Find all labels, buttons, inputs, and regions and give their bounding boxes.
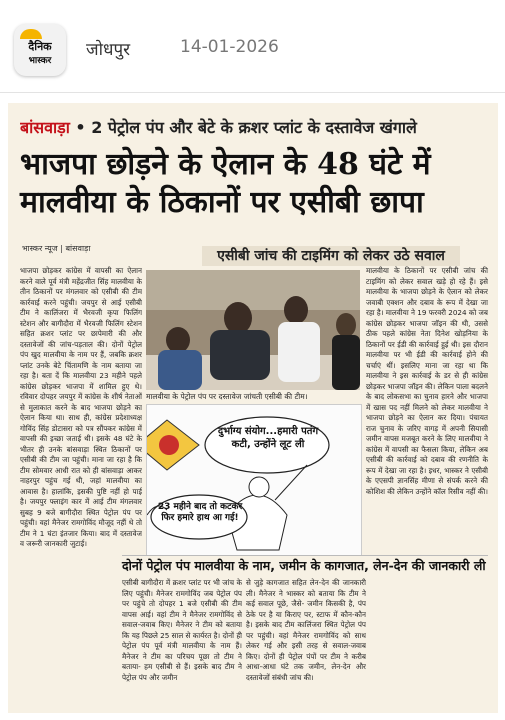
sun-logo-icon: [20, 29, 42, 39]
article-column-3: मालवीया के ठिकानों पर एसीबी जांच की टाइमिंग को लेकर सवाल खड़े हो रहे हैं। इसे मालवीया के भाजपा छोड़ने के ऐलान को लेकर जवाबी एक्शन और दबाव के रूप में देखा जा रहा है। मालवीया ने 19 फरवरी 2024 को जब कांग्रेस छोड़कर भाजपा जॉइन की थी, उससे ठीक पहले कांग्रेस नेता दिनेश खोड़निया के ठिकानों पर ईडी की कार्रवाई हुई थी। इस दौरान मालवीया पर भी ईडी की कार्रवाई होने की चर्चाएं थीं। इसलिए माना जा रहा था कि मालवीया ने इस कार्रवाई के डर से ही कांग्रेस छोड़कर भाजपा जॉइन की। लेकिन पाला बदलने के बाद लोकसभा का चुनाव हारने और भाजपा में खास पद नहीं मिलने को लेकर मालवीया ने भाजपा छोड़ने का ऐलान कर दिया। पंचायत राज चुनाव के जरिए वागड़ में अपनी सियासी जमीन वापस मजबूत करने के लिए मालवीया ने कांग्रेस में वापसी का फैसला किया, लेकिन अब एसीबी की कार्रवाई को दबाव की रणनीति के रूप में देखा जा रहा है। इधर, भास्कर ने एसीबी के एएसपी ज्ञानसिंह मीणा से संपर्क करने की कोशिश की लेकिन उन्होंने कॉल रिसीव नहीं की।: [366, 266, 488, 496]
dainik-bhaskar-logo[interactable]: [14, 24, 66, 76]
article-subhead: एसीबी जांच की टाइमिंग को लेकर उठे सवाल: [202, 246, 460, 266]
editorial-cartoon: [146, 404, 362, 556]
edition-date[interactable]: 14-01-2026: [180, 37, 279, 57]
article-photo: [146, 270, 360, 390]
cartoon-bubble-2: 23 महीने बाद तो कटकर फिर हमारे हाथ आ गई!: [157, 502, 243, 523]
kicker-text: • 2 पेट्रोल पंप और बेटे के क्रशर प्लांट के दस्तावेज खंगाले: [69, 118, 417, 137]
header-divider: [0, 92, 505, 93]
edition-city[interactable]: जोधपुर: [86, 40, 131, 60]
section-divider: [122, 555, 488, 556]
photo-illustration: [146, 270, 360, 390]
article-byline: भास्कर न्यूज | बांसवाड़ा: [22, 244, 91, 253]
logo-line1: दैनिक: [28, 40, 52, 53]
article-column-5: से जुड़े कागजात सहित लेन-देन की जानकारी ली। मैनेजर ने भास्कर को बताया कि टीम ने कई सवाल पूछे, जैसे- जमीन किसकी है, पंप ठेके पर है या किराए पर, स्टाफ में कौन-कौन है। इसके बाद टीम कालिंजरा स्थित पेट्रोल पंप पर पहुंची। वहां मैनेजर रामगोविंद को साथ लेकर गई और इसी तरह से सवाल-जवाब किए। दोनों ही पेट्रोल पंपों पर टीम ने करीब आधा-आधा घंटे तक जमीन, लेन-देन और दस्तावेजों संबंधी जांच की।: [246, 578, 366, 682]
cartoon-bubble-1: दुर्भाग्य संयोग...हमारी पतंग कटी, उन्होंने लूट ली: [217, 426, 319, 450]
app-header: [0, 0, 505, 92]
kicker-place: बांसवाड़ा: [20, 118, 70, 137]
logo-line2: भास्कर: [28, 56, 52, 66]
article-column-4: एसीबी बागीदौरा में क्रशर प्लांट पर भी जांच के लिए पहुंची। मैनेजर रामगोविंद जब पेट्रोल पंप पर पहुंचे तो दोपहर 1 बजे एसीबी की टीम वापस आई। वहां टीम ने मैनेजर रामगोविंद से सवाल-जवाब किए। मैनेजर ने टीम को बताया कि यह पिछले 25 साल से कार्यरत है। दोनों ही पेट्रोल पंप पूर्व मंत्री मालवीया के नाम हैं। मैनेजर ने टीम का परिचय पूछा तो टीम ने बताया- हम एसीबी से हैं। इसके बाद टीम ने पेट्रोल पंप और जमीन: [122, 578, 242, 682]
article-kicker: [20, 116, 490, 138]
article-headline: भाजपा छोड़ने के ऐलान के 48 घंटे में मालवीया के ठिकानों पर एसीबी छापा: [20, 147, 431, 220]
article-subhead-2: दोनों पेट्रोल पंप मालवीया के नाम, जमीन के कागजात, लेन-देन की जानकारी ली: [122, 558, 486, 573]
article-column-1: भाजपा छोड़कर कांग्रेस में वापसी का ऐलान करने वाले पूर्व मंत्री महेंद्रजीत सिंह मालवीया के तीन ठिकानों पर मंगलवार को एसीबी की टीम कार्रवाई करने पहुंची। जयपुर से आई एसीबी टीम ने कालिंजरा में भैरवजी कृपा फिलिंग स्टेशन और बागीदौरा में भैरवजी फिलिंग स्टेशन सहित क्रशर प्लांट पर छापेमारी की और दस्तावेजों की जांच-पड़ताल की। दोनों पेट्रोल पंप खुद मालवीया के नाम पर हैं, जबकि क्रशर प्लांट उनके बेटे चिंतामणि के नाम बताया जा रहा है। बता दें कि मालवीया 23 महीने पहले कांग्रेस छोड़कर भाजपा में शामिल हुए थे। रविवार दोपहर जयपुर में कांग्रेस के शीर्ष नेताओं से मुलाकात करने के बाद भाजपा छोड़ने का ऐलान किया था। साथ ही, कांग्रेस प्रदेशाध्यक्ष गोविंद सिंह डोटासरा को पत्र सौंपकर कांग्रेस में वापसी की इच्छा जताई थी। इसके 48 घंटे के भीतर ही उनके बांसवाड़ा स्थित ठिकानों पर एसीबी की टीम जा पहुंची। माना जा रहा है कि टीम सोमवार आधी रात को ही बांसवाड़ा आकर नाहरपुर पहुंच गई थी, जहां मालवीया का आवास है। हालांकि, इसकी पुष्टि नहीं हो पाई है। जयपुर फ्लाइंग कार में आई टीम मंगलवार सुबह 9 बजे बागीदौरा स्थित पेट्रोल पंप पर पहुंची। वहां मैनेजर रामगोविंद मौजूद नहीं थे तो टीम ने 1 घंटा इंतजार किया। बाद में दस्तावेज व जरूरी जानकारी जुटाई।: [20, 266, 142, 548]
article-column-6: [370, 578, 488, 696]
photo-caption: मालवीया के पेट्रोल पंप पर दस्तावेज जांचती एसीबी की टीम।: [146, 392, 308, 401]
